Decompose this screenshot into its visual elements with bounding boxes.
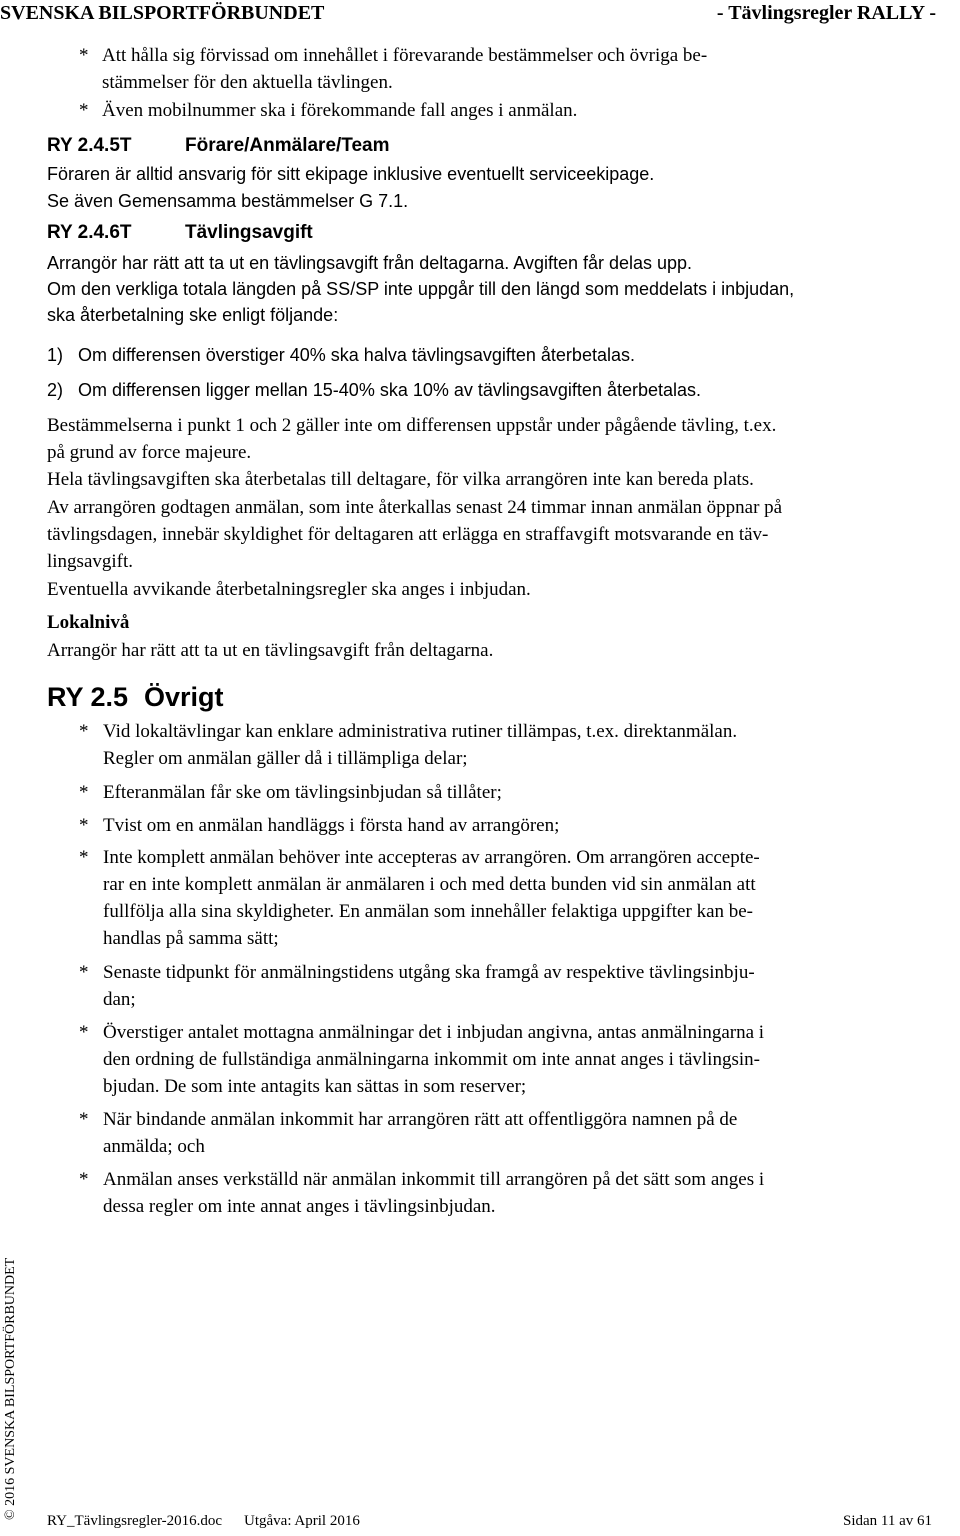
intro-bullet-2-line-1: Även mobilnummer ska i förekommande fall anges i anmälan. <box>102 100 578 121</box>
footer-doc-name: RY_Tävlingsregler-2016.doc <box>47 1513 223 1529</box>
footer-page-number: Sidan 11 av 61 <box>843 1513 933 1529</box>
bullet-star: * <box>79 1022 89 1043</box>
bullet-star: * <box>79 45 89 66</box>
sec25-bullet-4-line-2: rar en inte komplett anmälan är anmälaren i och med detta bunden vid sin anmälan att <box>103 874 756 895</box>
intro-bullet-1-line-2: stämmelser för den aktuella tävlingen. <box>102 72 393 93</box>
side-copyright: © 2016 SVENSKA BILSPORTFÖRBUNDET <box>3 1257 18 1520</box>
sec246-after-2: på grund av force majeure. <box>47 442 252 463</box>
sec245-line-2: Se även Gemensamma bestämmelser G 7.1. <box>47 191 409 211</box>
sec25-bullet-7-line-1: När bindande anmälan inkommit har arrangören rätt att offentliggöra namnen på de <box>103 1109 738 1130</box>
local-level-text: Arrangör har rätt att ta ut en tävlingsavgift från deltagarna. <box>47 640 494 661</box>
bullet-star: * <box>79 815 89 836</box>
sec25-bullet-4-line-3: fullfölja alla sina skyldigheter. En anmälan som innehåller felaktiga uppgifter kan be- <box>103 901 754 922</box>
section-heading-245t <box>47 135 390 157</box>
sec246-line-2: Om den verkliga totala längden på SS/SP inte uppgår till den längd som meddelats i inbjudan, <box>47 279 795 299</box>
sec25-bullet-6-line-1: Överstiger antalet mottagna anmälningar det i inbjudan angivna, antas anmälningarna i <box>103 1022 765 1043</box>
sec246-after-4: Av arrangören godtagen anmälan, som inte återkallas senast 24 timmar innan anmälan öppnar på <box>47 497 783 518</box>
list-number: 1) <box>47 345 64 365</box>
section-title: Övrigt <box>144 682 224 712</box>
sec25-bullet-3-line-1: Tvist om en anmälan handläggs i första hand av arrangören; <box>103 815 560 836</box>
list-item-text: Om differensen ligger mellan 15-40% ska 10% av tävlingsavgiften återbetalas. <box>78 380 702 400</box>
sec25-bullet-1-line-2: Regler om anmälan gäller då i tillämpliga delar; <box>103 748 468 769</box>
sec25-bullet-8-line-2: dessa regler om inte annat anges i tävlingsinbjudan. <box>103 1196 496 1217</box>
intro-bullet-1-line-1: Att hålla sig förvissad om innehållet i förevarande bestämmelser och övriga be- <box>102 45 708 66</box>
list-item-text: Om differensen överstiger 40% ska halva tävlingsavgiften återbetalas. <box>78 345 635 365</box>
header-org: SVENSKA BILSPORTFÖRBUNDET <box>0 2 325 24</box>
sec246-after-1: Bestämmelserna i punkt 1 och 2 gäller inte om differensen uppstår under pågående tävling, t.ex. <box>47 415 777 436</box>
sec25-bullet-6-line-3: bjudan. De som inte antagits kan sättas in som reserver; <box>103 1076 527 1097</box>
section-heading-25 <box>47 682 224 712</box>
sec25-bullet-8-line-1: Anmälan anses verkställd när anmälan inkommit till arrangören på det sätt som anges i <box>103 1169 765 1190</box>
bullet-star: * <box>79 1109 89 1130</box>
sec25-bullet-2-line-1: Efteranmälan får ske om tävlingsinbjudan så tillåter; <box>103 782 502 803</box>
sec246-after-5: tävlingsdagen, innebär skyldighet för deltagaren att erlägga en straffavgift motsvarande en täv- <box>47 524 769 545</box>
header-doc-title: - Tävlingsregler RALLY - <box>716 2 936 24</box>
section-number: RY 2.4.6T <box>47 222 132 243</box>
sec25-bullet-5-line-1: Senaste tidpunkt för anmälningstidens utgång ska framgå av respektive tävlingsinbju- <box>103 962 755 983</box>
bullet-star: * <box>79 962 89 983</box>
list-number: 2) <box>47 380 64 400</box>
footer-edition: Utgåva: April 2016 <box>244 1513 360 1529</box>
sec245-line-1: Föraren är alltid ansvarig för sitt ekipage inklusive eventuellt serviceekipage. <box>47 164 655 184</box>
sec246-after-7: Eventuella avvikande återbetalningsregler ska anges i inbjudan. <box>47 579 531 600</box>
section-title: Förare/Anmälare/Team <box>185 135 390 156</box>
sec25-bullet-4-line-4: handlas på samma sätt; <box>103 928 279 949</box>
sec25-bullet-6-line-2: den ordning de fullständiga anmälningarna inkommit om inte annat anges i tävlingsin- <box>103 1049 760 1070</box>
local-level-heading: Lokalnivå <box>47 612 130 633</box>
section-heading-246t <box>47 222 313 244</box>
bullet-star: * <box>79 847 89 868</box>
bullet-star: * <box>79 100 89 121</box>
sec246-line-1: Arrangör har rätt att ta ut en tävlingsavgift från deltagarna. Avgiften får delas upp. <box>47 253 693 273</box>
bullet-star: * <box>79 782 89 803</box>
sec25-bullet-7-line-2: anmälda; och <box>103 1136 205 1157</box>
section-number: RY 2.4.5T <box>47 135 132 156</box>
sec246-after-3: Hela tävlingsavgiften ska återbetalas till deltagare, för vilka arrangören inte kan bereda plats. <box>47 469 754 490</box>
sec246-after-6: lingsavgift. <box>47 551 134 572</box>
sec25-bullet-1-line-1: Vid lokaltävlingar kan enklare administrativa rutiner tillämpas, t.ex. direktanmälan. <box>103 721 738 742</box>
sec25-bullet-5-line-2: dan; <box>103 989 136 1010</box>
sec25-bullet-4-line-1: Inte komplett anmälan behöver inte accepteras av arrangören. Om arrangören accepte- <box>103 847 760 868</box>
sec246-line-3: ska återbetalning ske enligt följande: <box>47 305 339 325</box>
section-number: RY 2.5 <box>47 682 129 712</box>
bullet-star: * <box>79 721 89 742</box>
bullet-star: * <box>79 1169 89 1190</box>
section-title: Tävlingsavgift <box>185 222 313 243</box>
